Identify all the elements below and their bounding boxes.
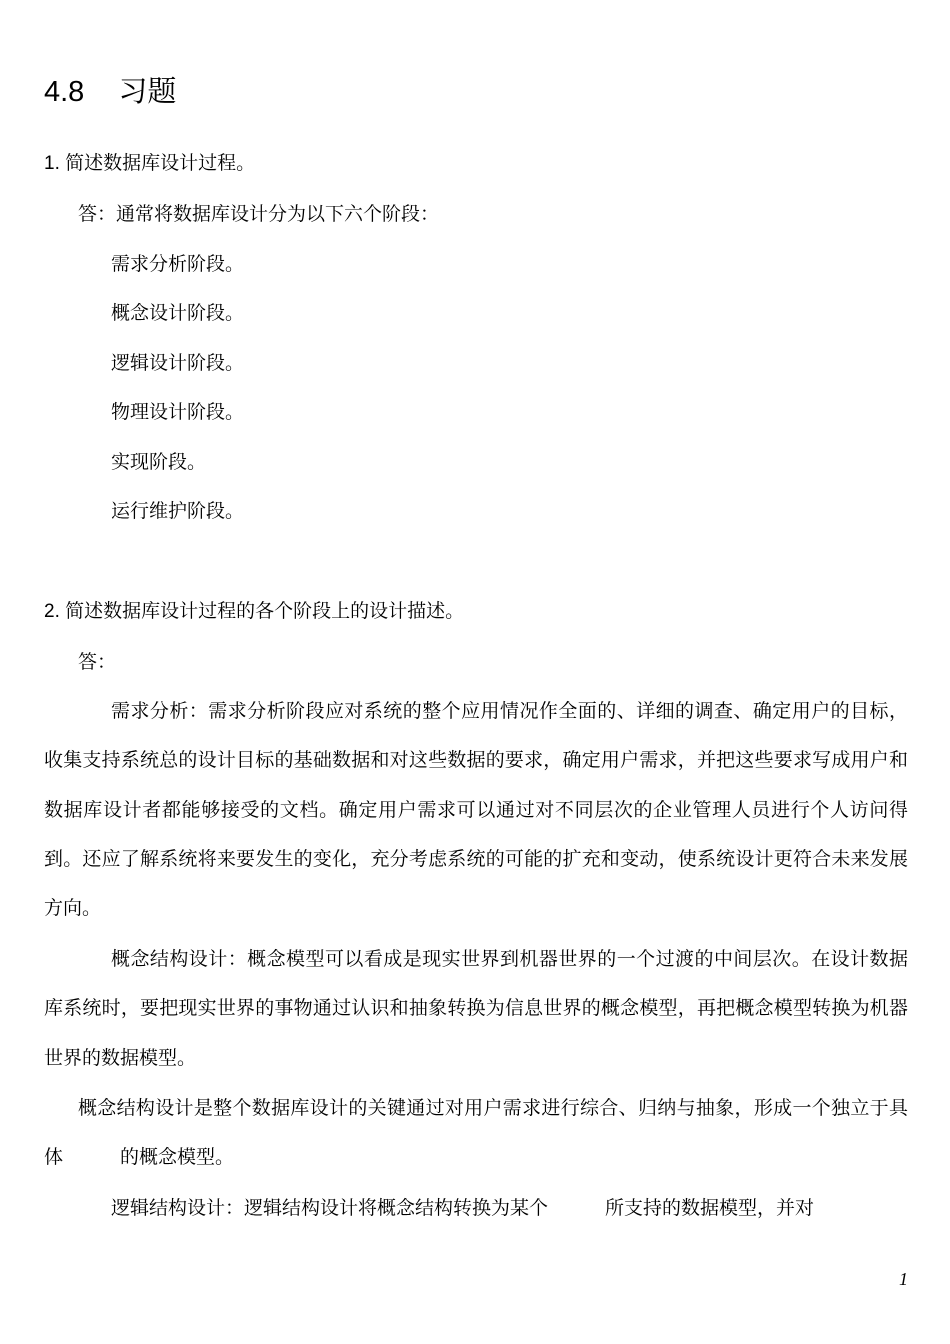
page-number: 1 [899, 1269, 908, 1289]
paragraph-conceptual-design: 概念结构设计：概念模型可以看成是现实世界到机器世界的一个过渡的中间层次。在设计数据库系统时，要把现实世界的事物通过认识和抽象转换为信息世界的概念模型，再把概念模型转换为机器世界的数据模型。 [44, 948, 908, 1069]
question-1: 1. 简述数据库设计过程。 [44, 153, 256, 174]
paragraph-requirements-analysis: 需求分析：需求分析阶段应对系统的整个应用情况作全面的、详细的调查、确定用户的目标，收集支持系统总的设计目标的基础数据和对这些数据的要求，确定用户需求，并把这些要求写成用户和数据库设计者都能够接受的文档。确定用户需求可以通过对不同层次的企业管理人员进行个人访问得到。还应了解系统将来要发生的变化，充分考虑系统的可能的扩充和变动，使系统设计更符合未来发展方向。 [44, 700, 908, 920]
section-title-text: 习题 [118, 76, 177, 108]
section-number: 4.8 [44, 76, 85, 108]
question-2: 2. 简述数据库设计过程的各个阶段上的设计描述。 [44, 601, 465, 622]
paragraph-logical-design: 逻辑结构设计：逻辑结构设计将概念结构转换为某个 所支持的数据模型，并对 [111, 1197, 815, 1219]
answer-2-intro: 答： [78, 651, 117, 673]
answer-1-intro: 答：通常将数据库设计分为以下六个阶段： [78, 203, 440, 225]
stage-item: 实现阶段。 [111, 451, 207, 473]
stage-item: 逻辑设计阶段。 [111, 352, 245, 374]
stage-item: 运行维护阶段。 [111, 500, 245, 522]
stage-item: 需求分析阶段。 [111, 253, 245, 275]
paragraph-conceptual-design-key: 概念结构设计是整个数据库设计的关键通过对用户需求进行综合、归纳与抽象，形成一个独立于具体 的概念模型。 [44, 1097, 908, 1169]
stage-item: 物理设计阶段。 [111, 401, 245, 423]
section-title [44, 72, 176, 112]
stage-item: 概念设计阶段。 [111, 302, 245, 324]
